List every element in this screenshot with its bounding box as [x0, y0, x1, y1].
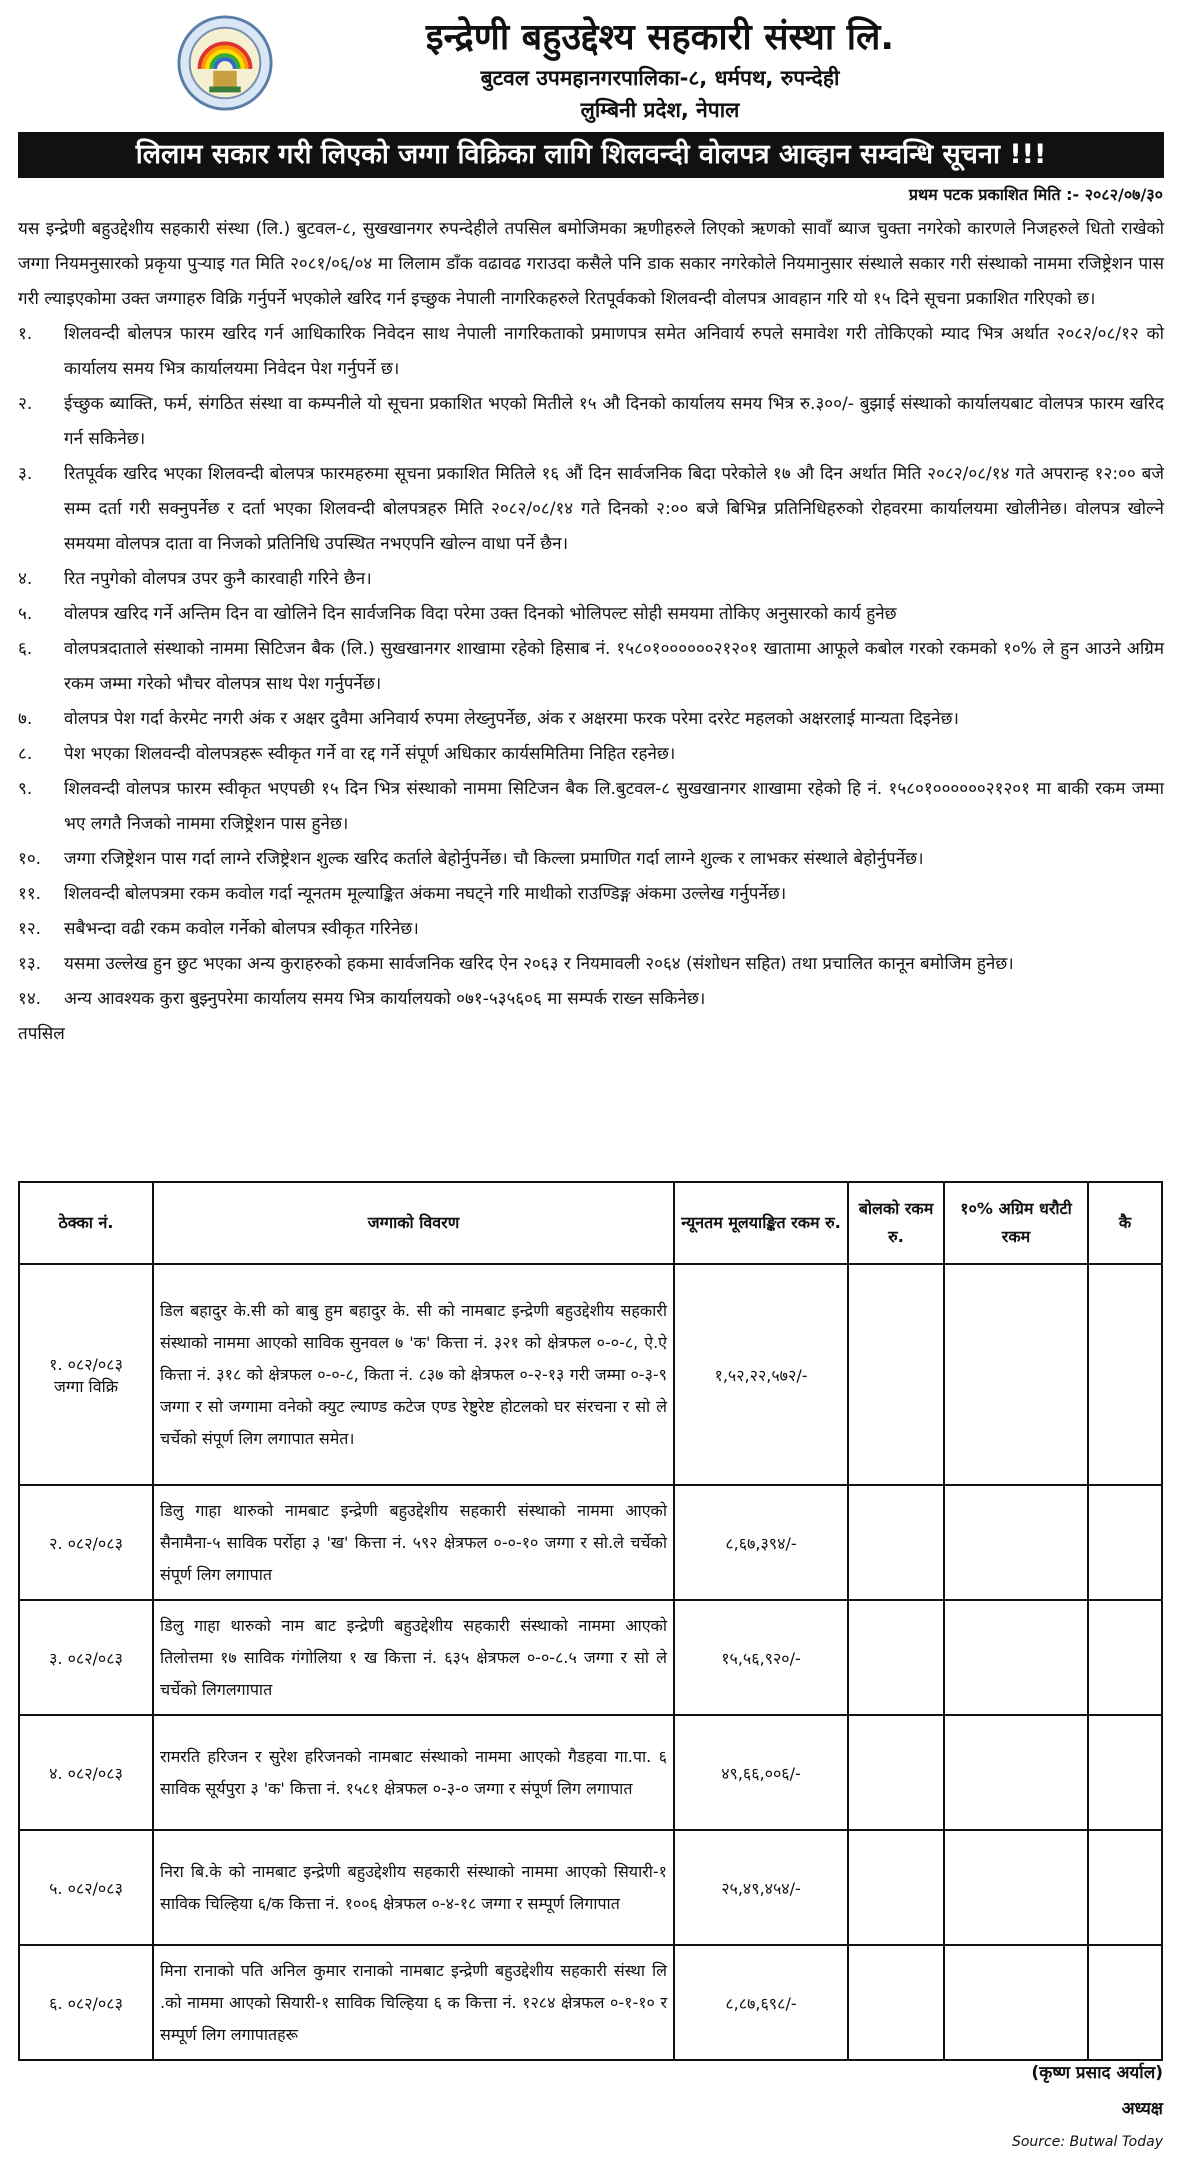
deposit-cell — [944, 1945, 1088, 2060]
description-cell: मिना रानाको पति अनिल कुमार रानाको नामबाट इन्द्रेणी बहुउद्देशीय सहकारी संस्था लि .को नाममा आएको सियारी-१ साविक चिल्हिया ६ क कित्ता नं. १२८४ क्षेत्रफल ०-१-१० र सम्पूर्ण लिग लगापातहरू — [153, 1945, 674, 2060]
amount-cell: ८,६७,३९४/- — [674, 1485, 848, 1600]
item-text: शिलवन्दी वोलपत्र फारम स्वीकृत भएपछी १५ दिन भित्र संस्थाको नाममा सिटिजन बैक लि.बुटवल-८ सुखखानगर शाखामा रहेको हि नं. १५८०१००००००२१२०१ मा बाकी रकम जम्मा भए लगतै निजको नाममा रजिष्ट्रेशन पास हुनेछ। — [64, 779, 1164, 834]
item-number: ९. — [18, 779, 33, 799]
notice-body — [18, 212, 1164, 1052]
amount-cell: ४९,६६,००६/- — [674, 1715, 848, 1830]
land-details-table — [18, 1181, 1163, 2061]
lot-number: २. ०८२/०८३ — [49, 1533, 123, 1553]
amount-cell: २५,४९,४५४/- — [674, 1830, 848, 1945]
lot-cell — [19, 1485, 153, 1600]
lot-subtitle: जग्गा विक्रि — [53, 1376, 119, 1396]
lot-cell — [19, 1715, 153, 1830]
col-lot-number: ठेक्का नं. — [19, 1182, 153, 1264]
item-number: १४. — [18, 989, 42, 1009]
lot-cell — [19, 1600, 153, 1715]
published-date: प्रथम पटक प्रकाशित मिति :- २०८२/०७/३० — [908, 185, 1163, 204]
col-minimum-value: न्यूनतम मूलयाङ्कित रकम रु. — [674, 1182, 848, 1264]
amount-cell: १,५२,२२,५७२/- — [674, 1264, 848, 1485]
list-item — [18, 982, 1164, 1017]
item-text: सबैभन्दा वढी रकम कवोल गर्नेको बोलपत्र स्वीकृत गरिनेछ। — [64, 919, 419, 939]
table-row — [19, 1830, 1162, 1945]
list-item — [18, 457, 1164, 562]
deposit-cell — [944, 1600, 1088, 1715]
remarks-cell — [1088, 1264, 1162, 1485]
list-item — [18, 737, 1164, 772]
notice-title-banner: लिलाम सकार गरी लिएको जग्गा विक्रिका लागि शिलवन्दी वोलपत्र आव्हान सम्वन्धि सूचना !!! — [18, 132, 1164, 178]
item-text: रितपूर्वक खरिद भएका शिलवन्दी बोलपत्र फारमहरुमा सूचना प्रकाशित मितिले १६ औं दिन सार्वजनिक बिदा परेकोले १७ औ दिन अर्थात मिति २०८२/०८/१४ गते अपरान्ह १२:०० बजे सम्म दर्ता गरी सक्नुपर्नेछ र दर्ता भएका शिलवन्दी बोलपत्रहरु मिति २०८२/०८/१४ गते दिनको २:०० बजे बिभिन्न प्रतिनिधिहरुको रोहवरमा कार्यालयमा खोलीनेछ। वोलपत्र खोल्ने समयमा वोलपत्र दाता वा निजको प्रतिनिधि उपस्थित नभएपनि खोल्न वाधा पर्ने छैन। — [64, 464, 1164, 554]
deposit-cell — [944, 1715, 1088, 1830]
amount-cell: १५,५६,९२०/- — [674, 1600, 848, 1715]
list-item — [18, 877, 1164, 912]
description-cell: डिल बहादुर के.सी को बाबु हुम बहादुर के. सी को नामबाट इन्द्रेणी बहुउद्देशीय सहकारी संस्थाको नाममा आएको साविक सुनवल ७ 'क' कित्ता नं. ३२१ को क्षेत्रफल ०-०-८, ऐ.ऐ कित्ता नं. ३१८ को क्षेत्रफल ०-०-८, किता नं. ८३७ को क्षेत्रफल ०-२-१३ गरी जम्मा ०-३-९ जग्गा र सो जग्गामा वनेको क्युट ल्याण्ड कटेज एण्ड रेष्टुरेष्ट होटलको घर संरचना र सो ले चर्चेको संपूर्ण लिग लगापात समेत। — [153, 1264, 674, 1485]
list-item — [18, 597, 1164, 632]
item-number: ६. — [18, 639, 33, 659]
item-text: जग्गा रजिष्ट्रेशन पास गर्दा लाग्ने रजिष्ट्रेशन शुल्क खरिद कर्ताले बेहोर्नुपर्नेछ। चौ किल्ला प्रमाणित गर्दा लाग्ने शुल्क र लाभकर संस्थाले बेहोर्नुपर्नेछ। — [64, 849, 924, 869]
item-text: वोलपत्र खरिद गर्ने अन्तिम दिन वा खोलिने दिन सार्वजनिक विदा परेमा उक्त दिनको भोलिपल्ट सोही समयमा तोकिए अनुसारको कार्य हुनेछ — [64, 604, 897, 624]
list-item — [18, 317, 1164, 387]
table-row — [19, 1485, 1162, 1600]
item-text: वोलपत्रदाताले संस्थाको नाममा सिटिजन बैक (लि.) सुखखानगर शाखामा रहेको हिसाब नं. १५८०१००००००२१२०१ खातामा आफूले कबोल गरको रकमको १०% ले हुन आउने अग्रिम रकम जम्मा गरेको भौचर वोलपत्र साथ पेश गर्नुपर्नेछ। — [64, 639, 1164, 694]
item-number: २. — [18, 394, 33, 414]
lot-number: ४. ०८२/०८३ — [49, 1763, 123, 1783]
item-number: १२. — [18, 919, 42, 939]
col-advance-deposit: १०% अग्रिम धरौटी रकम — [944, 1182, 1088, 1264]
item-text: शिलवन्दी बोलपत्र फारम खरिद गर्न आधिकारिक निवेदन साथ नेपाली नागरिकताको प्रमाणपत्र समेत अनिवार्य रुपले समावेश गरी तोकिएको म्याद भित्र अर्थात २०८२/०८/१२ को कार्यालय समय भित्र कार्यालयमा निवेदन पेश गर्नुपर्ने छ। — [64, 324, 1164, 379]
lot-cell — [19, 1264, 153, 1485]
org-name: इन्द्रेणी बहुउद्देश्य सहकारी संस्था लि. — [425, 17, 895, 58]
list-item — [18, 842, 1164, 877]
item-number: ४. — [18, 569, 33, 589]
bid-cell — [848, 1830, 944, 1945]
lot-cell — [19, 1830, 153, 1945]
item-text: अन्य आवश्यक कुरा बुझ्नुपरेमा कार्यालय समय भित्र कार्यालयको ०७१-५३५६०६ मा सम्पर्क राख्न सकिनेछ। — [64, 989, 706, 1009]
signatory-name: (कृष्ण प्रसाद अर्याल) — [1031, 2063, 1163, 2083]
list-item — [18, 947, 1164, 982]
item-text: यसमा उल्लेख हुन छुट भएका अन्य कुराहरुको हकमा सार्वजनिक खरिद ऐन २०६३ र नियमावली २०६४ (संशोधन सहित) तथा प्रचालित कानून बमोजिम हुनेछ। — [64, 954, 1014, 974]
description-cell: डिलु गाहा थारुको नाम बाट इन्द्रेणी बहुउद्देशीय सहकारी संस्थाको नाममा आएको तिलोत्तमा १७ साविक गंगोलिया १ ख कित्ता नं. ६३५ क्षेत्रफल ०-०-८.५ जग्गा र सो ले चर्चेको लिगलगापात — [153, 1600, 674, 1715]
list-item — [18, 387, 1164, 457]
lot-number: ३. ०८२/०८३ — [49, 1648, 123, 1668]
org-address: बुटवल उपमहानगरपालिका-८, धर्मपथ, रुपन्देही — [480, 66, 840, 90]
lot-number: ६. ०८२/०८३ — [49, 1993, 123, 2013]
table-row — [19, 1264, 1162, 1485]
list-item — [18, 772, 1164, 842]
lot-number: १. ०८२/०८३ — [49, 1354, 123, 1374]
intro-paragraph: यस इन्द्रेणी बहुउद्देशीय सहकारी संस्था (लि.) बुटवल-८, सुखखानगर रुपन्देहीले तपसिल बमोजिमका ऋणीहरुले लिएको ऋणको सावाँ ब्याज चुक्ता नगरेको कारणले निजहरुले धितो राखेको जग्गा नियमनुसारको प्रकृया पुऱ्याइ गत मिति २०८१/०६/०४ मा लिलाम डाँक वढावढ गराउदा कसैले पनि डाक सकार नगरेकोले नियमानुसार संस्थाले सकार गरी संस्थाको नाममा रजिष्ट्रेशन पास गरी ल्याइएकोमा उक्त जग्गाहरु विक्रि गर्नुपर्ने भएकोले खरिद गर्न इच्छुक नेपाली नागरिकहरुले रितपूर्वकको शिलवन्दी वोलपत्र आवहान गरि यो १५ दिने सूचना प्रकाशित गरिएको छ। — [18, 219, 1164, 309]
deposit-cell — [944, 1264, 1088, 1485]
item-number: ११. — [18, 884, 42, 904]
remarks-cell — [1088, 1600, 1162, 1715]
deposit-cell — [944, 1485, 1088, 1600]
item-number: ७. — [18, 709, 33, 729]
list-item — [18, 562, 1164, 597]
description-cell: डिलु गाहा थारुको नामबाट इन्द्रेणी बहुउद्देशीय सहकारी संस्थाको नाममा आएको सैनामैना-५ साविक पर्रोहा ३ 'ख' कित्ता नं. ५९२ क्षेत्रफल ०-०-१० जग्गा र सो.ले चर्चेको संपूर्ण लिग लगापात — [153, 1485, 674, 1600]
table-row — [19, 1715, 1162, 1830]
header — [0, 8, 1181, 126]
bid-cell — [848, 1945, 944, 2060]
bid-cell — [848, 1600, 944, 1715]
bid-cell — [848, 1715, 944, 1830]
col-bid-amount: बोलको रकम रु. — [848, 1182, 944, 1264]
description-cell: रामरति हरिजन र सुरेश हरिजनको नामबाट संस्थाको नाममा आएको गैडहवा गा.पा. ६ साविक सूर्यपुरा ३ 'क' कित्ता नं. १५८१ क्षेत्रफल ०-३-० जग्गा र संपूर्ण लिग लगापात — [153, 1715, 674, 1830]
table-row — [19, 1945, 1162, 2060]
table-row — [19, 1600, 1162, 1715]
remarks-cell — [1088, 1715, 1162, 1830]
tapsil-label: तपसिल — [18, 1024, 65, 1044]
remarks-cell — [1088, 1945, 1162, 2060]
item-text: ईच्छुक ब्याक्ति, फर्म, संगठित संस्था वा कम्पनीले यो सूचना प्रकाशित भएको मितीले १५ औ दिनको कार्यालय समय भित्र रु.३००/- बुझाई संस्थाको कार्यालयबाट वोलपत्र फारम खरिद गर्न सकिनेछ। — [64, 394, 1164, 449]
description-cell: निरा बि.के को नामबाट इन्द्रेणी बहुउद्देशीय सहकारी संस्थाको नाममा आएको सियारी-१ साविक चिल्हिया ६/क कित्ता नं. १००६ क्षेत्रफल ०-४-१८ जग्गा र सम्पूर्ण लिगापात — [153, 1830, 674, 1945]
item-number: १३. — [18, 954, 42, 974]
bid-cell — [848, 1264, 944, 1485]
terms-list — [18, 317, 1164, 1017]
table-header-row — [19, 1182, 1162, 1264]
source-credit: Source: Butwal Today — [1011, 2134, 1163, 2150]
bid-cell — [848, 1485, 944, 1600]
item-number: ८. — [18, 744, 33, 764]
lot-number: ५. ०८२/०८३ — [49, 1878, 123, 1898]
org-province: लुम्बिनी प्रदेश, नेपाल — [580, 98, 740, 122]
signatory-title: अध्यक्ष — [1121, 2099, 1163, 2119]
list-item — [18, 912, 1164, 947]
lot-cell — [19, 1945, 153, 2060]
list-item — [18, 702, 1164, 737]
col-land-description: जग्गाको विवरण — [153, 1182, 674, 1264]
item-number: ३. — [18, 464, 33, 484]
list-item — [18, 632, 1164, 702]
item-text: वोलपत्र पेश गर्दा केरमेट नगरी अंक र अक्षर दुवैमा अनिवार्य रुपमा लेख्नुपर्नेछ, अंक र अक्षरमा फरक परेमा दररेट महलको अक्षरलाई मान्यता दिइनेछ। — [64, 709, 959, 729]
amount-cell: ८,८७,६९८/- — [674, 1945, 848, 2060]
item-number: १. — [18, 324, 33, 344]
remarks-cell — [1088, 1830, 1162, 1945]
remarks-cell — [1088, 1485, 1162, 1600]
cooperative-emblem-icon — [176, 14, 274, 112]
item-number: ५. — [18, 604, 33, 624]
item-text: शिलवन्दी बोलपत्रमा रकम कवोल गर्दा न्यूनतम मूल्याङ्कित अंकमा नघट्ने गरि माथीको राउण्डिङ्ग अंकमा उल्लेख गर्नुपर्नेछ। — [64, 884, 787, 904]
deposit-cell — [944, 1830, 1088, 1945]
item-text: रित नपुगेको वोलपत्र उपर कुनै कारवाही गरिने छैन। — [64, 569, 372, 589]
col-remarks: कै — [1088, 1182, 1162, 1264]
item-text: पेश भएका शिलवन्दी वोलपत्रहरू स्वीकृत गर्ने वा रद्द गर्ने संपूर्ण अधिकार कार्यसमितिमा निहित रहनेछ। — [64, 744, 676, 764]
item-number: १०. — [18, 849, 42, 869]
